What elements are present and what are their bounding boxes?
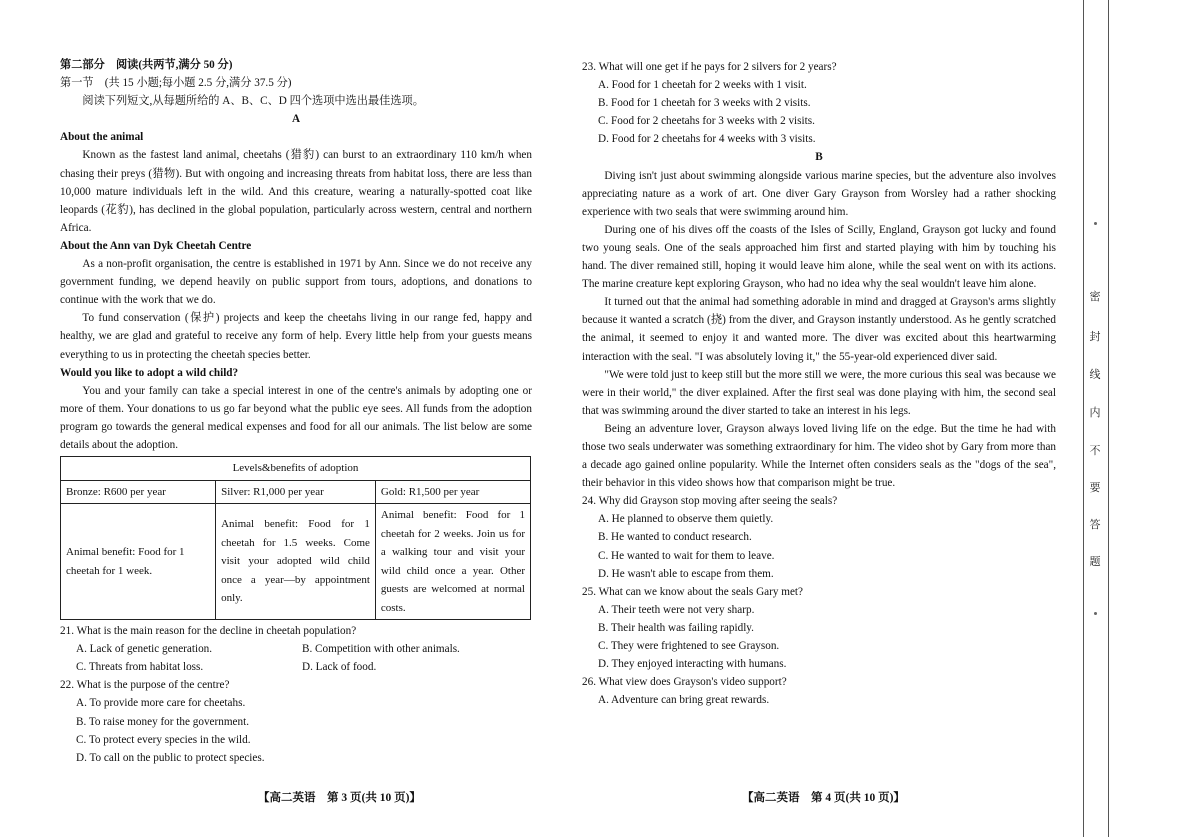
question-21-options (60, 640, 532, 676)
passage-label-b: B (815, 151, 823, 164)
paragraph-b-2: During one of his dives off the coasts of the Isles of Scilly, England, Grayson got lucky and found two young seals. One of the seals approached him first and started playing with him by touching his hand. The diver remained still, hoping it would leave him alone, while the seal went on with its actions. The marine creature kept exploring Grayson, who had no idea why the seal wouldn't leave him alone. (582, 223, 1056, 291)
instruction: 阅读下列短文,从每题所给的 A、B、C、D 四个选项中选出最佳选项。 (82, 95, 424, 108)
margin-char: 要 (1089, 482, 1101, 494)
margin-dot (1094, 612, 1097, 615)
benefit-bronze: Animal benefit: Food for 1 cheetah for 1 week. (61, 504, 216, 620)
paragraph-centre-1: As a non-profit organisation, the centre is established in 1971 by Ann. Since we do not receive any government funding, we depend heavily on public support from tours, adoptions, and donations to continue with the work that we do. (60, 258, 532, 307)
option: B. To raise money for the government. (76, 715, 249, 728)
benefit-silver: Animal benefit: Food for 1 cheetah for 1.5 weeks. Come visit your adopted wild child once a year—by appointment only. (216, 504, 376, 620)
margin-char: 题 (1089, 556, 1101, 568)
margin-dot (1094, 222, 1097, 225)
table-title: Levels&benefits of adoption (61, 457, 531, 481)
binding-line (1083, 0, 1084, 837)
paragraph-centre-2: To fund conservation (保护) projects and keep the cheetahs living in our range fed, happy and healthy, we are glad and grateful to receive any form of help. Every little help from your guests means everything to us in protecting the cheetah species better. (60, 312, 532, 361)
option: C. Threats from habitat loss. (76, 661, 204, 674)
option: A. Adventure can bring great rewards. (598, 694, 770, 707)
paragraph-b-4: "We were told just to keep still but the more still we were, the more curious this seal was because we were in their world," the diver explained. After the first seal was done playing with him, the second seal that was swimming around the diver started to take an interest in his legs. (582, 368, 1056, 417)
question-21: 21. What is the main reason for the decline in cheetah population? (60, 625, 357, 638)
level-gold: Gold: R1,500 per year (375, 480, 530, 504)
margin-char: 内 (1089, 407, 1101, 419)
option: A. To provide more care for cheetahs. (76, 697, 246, 710)
option: A. Lack of genetic generation. (76, 643, 213, 656)
heading-about-animal: About the animal (60, 131, 144, 144)
option: D. They enjoyed interacting with humans. (598, 658, 787, 671)
level-bronze: Bronze: R600 per year (61, 480, 216, 504)
option: B. He wanted to conduct research. (598, 531, 752, 544)
question-24: 24. Why did Grayson stop moving after seeing the seals? (582, 495, 838, 508)
section-title: 第二部分 阅读(共两节,满分 50 分) (60, 59, 233, 71)
heading-adopt: Would you like to adopt a wild child? (60, 366, 239, 379)
binding-line (1108, 0, 1109, 837)
adoption-table (60, 456, 531, 620)
paragraph-b-3: It turned out that the animal had something adorable in mind and dragged at Grayson's arms slightly because it wanted a scratch (挠) from the diver, and Grayson instantly understood. As he gently scratched the animal, it seemed to enjoy it and wanted more. The diver was excited about this heartwarming interaction with the seal. "I was absolutely loving it," the 55-year-old experienced diver said. (582, 296, 1056, 363)
paragraph-animal: Known as the fastest land animal, cheetahs (猎豹) can burst to an extraordinary 110 km/h when chasing their preys (猎物). But with ongoing and increasing threats from habitat loss, there are less than 10,000 mature individuals left in the wild. And this creature, wearing a naturally-spotted coat like leopards (花豹), has declined in the global population, particularly across western, central and northern Africa. (60, 149, 532, 234)
question-25: 25. What can we know about the seals Gary met? (582, 585, 803, 598)
option: B. Competition with other animals. (302, 643, 460, 656)
margin-char: 答 (1089, 519, 1101, 531)
question-23: 23. What will one get if he pays for 2 silvers for 2 years? (582, 61, 837, 73)
option: A. Food for 1 cheetah for 2 weeks with 1 visit. (598, 79, 807, 92)
level-silver: Silver: R1,000 per year (216, 480, 376, 504)
right-column (582, 58, 1056, 709)
page-footer-left: 【高二英语 第 3 页(共 10 页)】 (258, 792, 421, 804)
heading-about-centre: About the Ann van Dyk Cheetah Centre (60, 239, 252, 252)
option: C. To protect every species in the wild. (76, 733, 251, 746)
option: D. Food for 2 cheetahs for 4 weeks with 3 visits. (598, 133, 816, 146)
benefit-gold: Animal benefit: Food for 1 cheetah for 2 weeks. Join us for a walking tour and visit your wild child once a year. Other guests are welcomed at normal costs. (375, 504, 530, 620)
question-26: 26. What view does Grayson's video support? (582, 676, 787, 689)
option: A. Their teeth were not very sharp. (598, 603, 755, 616)
option: C. Food for 2 cheetahs for 3 weeks with 2 visits. (598, 115, 815, 128)
option: C. They were frightened to see Grayson. (598, 640, 780, 652)
option: B. Their health was failing rapidly. (598, 621, 754, 634)
page-footer-right: 【高二英语 第 4 页(共 10 页)】 (742, 792, 905, 804)
option: D. He wasn't able to escape from them. (598, 567, 774, 580)
paragraph-adopt: You and your family can take a special interest in one of the centre's animals by adopting one or more of them. Your donations to us go far beyond what the public eye sees. All funds from the adoption program go towards the general medical expenses and food for all our animals. The list below are some details about the adoption. (60, 384, 532, 451)
left-column (60, 56, 532, 767)
question-22: 22. What is the purpose of the centre? (60, 679, 230, 692)
margin-char: 封 (1089, 331, 1101, 343)
option: D. Lack of food. (302, 661, 377, 674)
subsection-title: 第一节 (共 15 小题;每小题 2.5 分,满分 37.5 分) (60, 77, 292, 90)
margin-char: 密 (1089, 291, 1101, 303)
option: D. To call on the public to protect species. (76, 751, 265, 764)
paragraph-b-1: Diving isn't just about swimming alongside various marine species, but the adventure also involves appreciating nature as a work of art. One diver Gary Grayson from Worsley had a rather shocking experience with two seals that were swimming around him. (582, 169, 1056, 218)
paragraph-b-5: Being an adventure lover, Grayson always loved living life on the edge. But the time he had with those two seals underwater was something extraordinary for him. The video shot by Gary from more than a decade ago gained online popularity. While the Internet often considers seals as the "dogs of the sea", their behavior in this video shows how that comparison might be true. (582, 422, 1056, 490)
option: A. He planned to observe them quietly. (598, 513, 774, 526)
margin-char: 不 (1089, 445, 1101, 457)
margin-char: 线 (1089, 369, 1101, 381)
passage-label-a: A (291, 113, 301, 126)
option: C. He wanted to wait for them to leave. (598, 549, 775, 562)
option: B. Food for 1 cheetah for 3 weeks with 2 visits. (598, 97, 811, 110)
